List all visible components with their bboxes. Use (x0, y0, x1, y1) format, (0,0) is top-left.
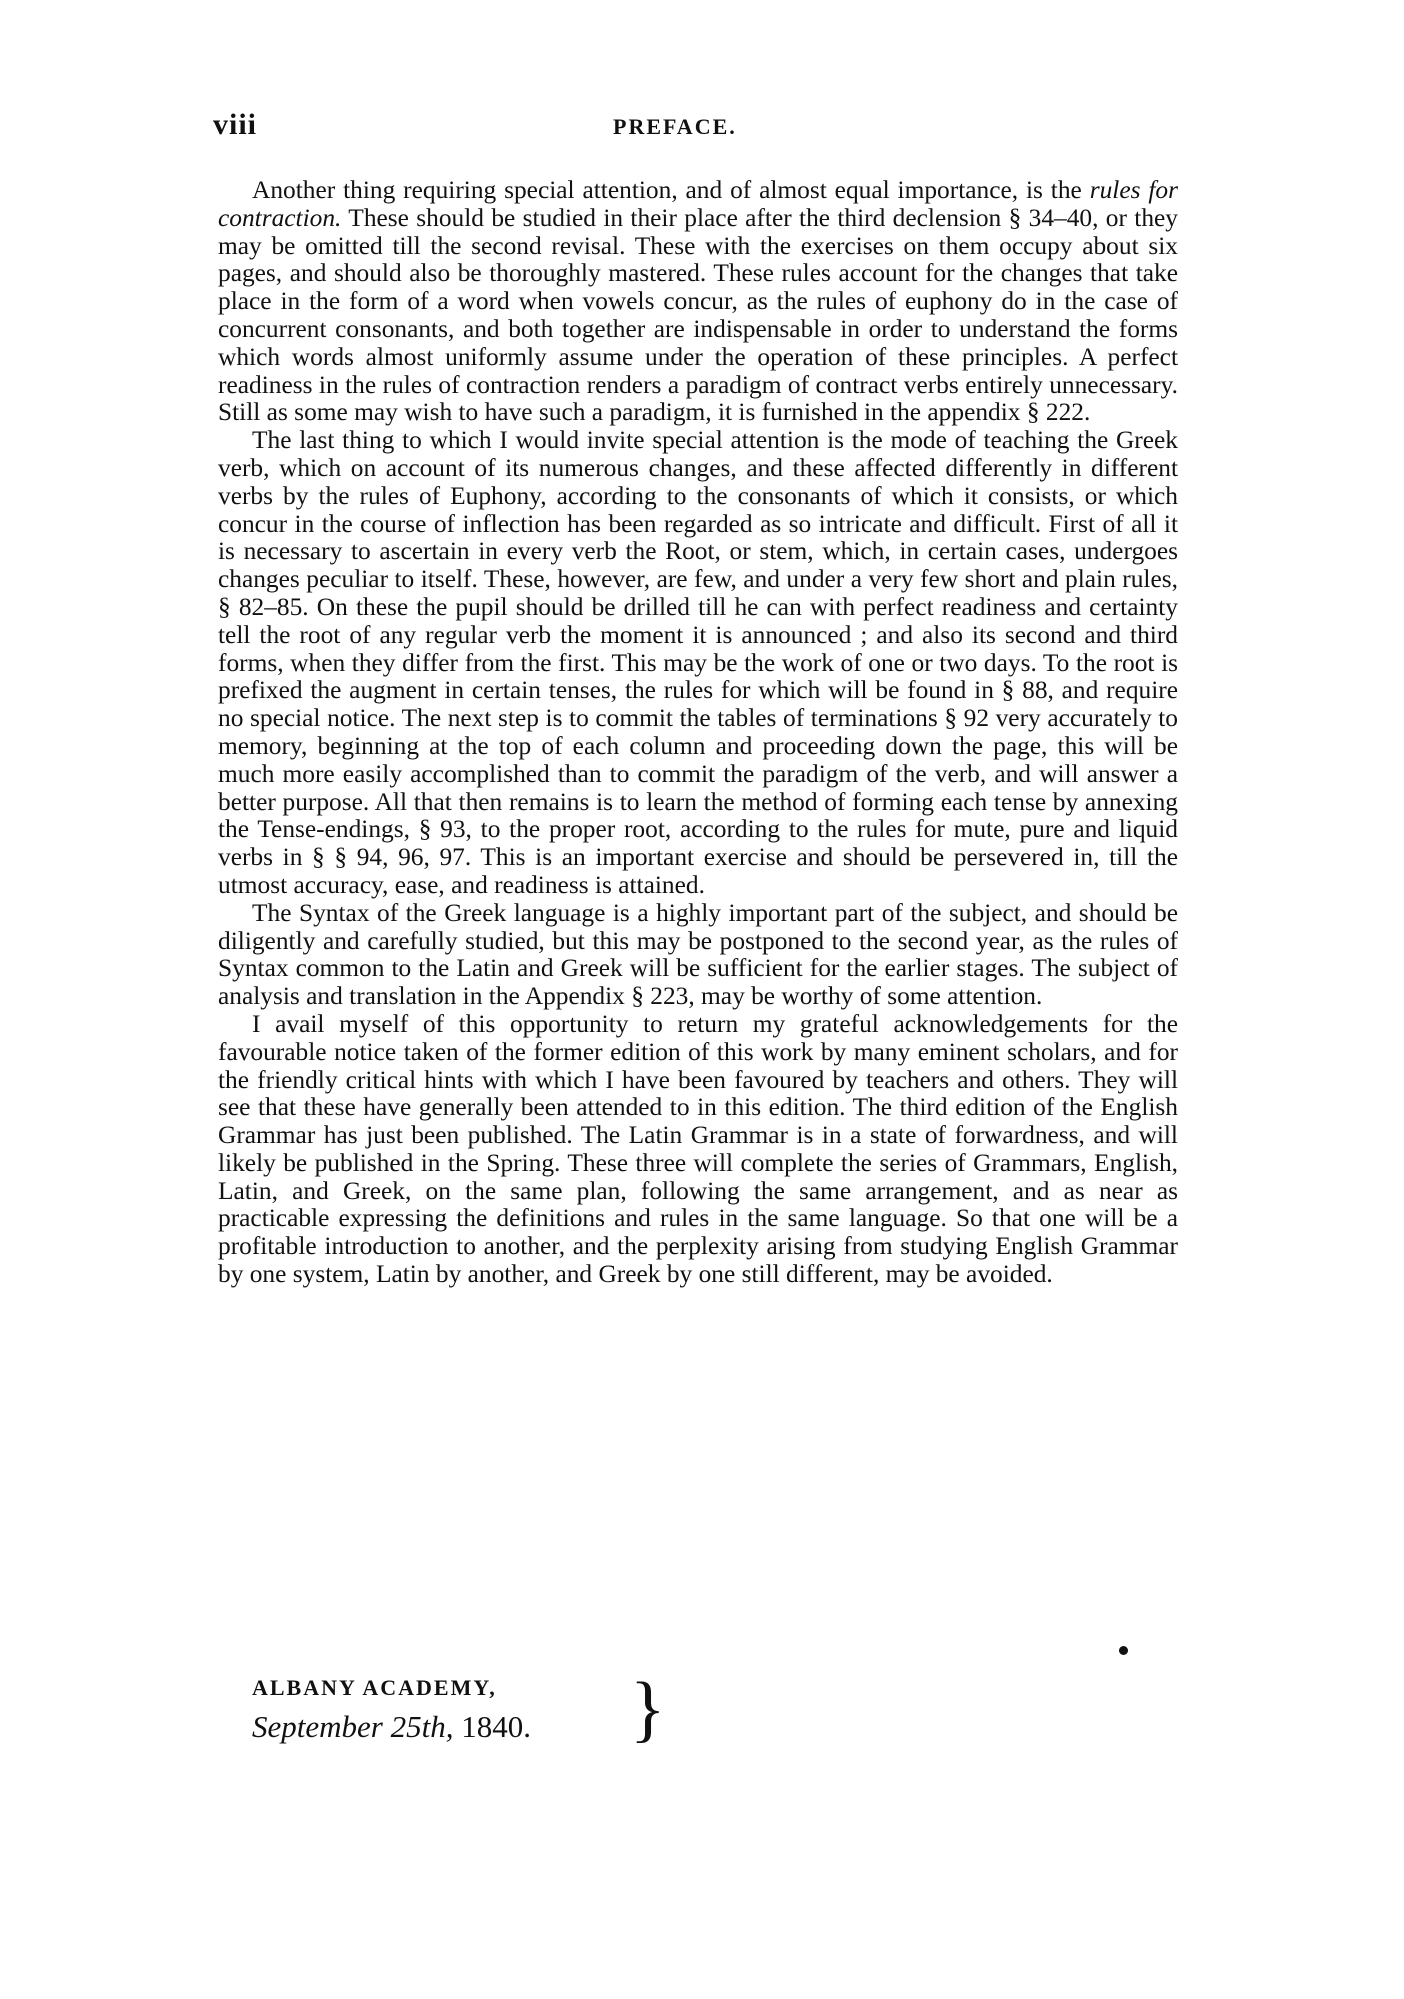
text-segment: The last thing to which I would invite special attention is the mode of teaching the Greek verb, which on account of its numerous changes, and these affected differently in different verbs by the rules of Euphony, according to the consonants of which it consists, or which concur in the course of inflection has been regarded as so intricate and difficult. First of all it is necessary to ascertain in every verb the Root, or stem, which, in certain cases, undergoes changes peculiar to itself. These, however, are few, and under a very few short and plain rules, § 82–85. On these the pupil should be drilled till he can with perfect readiness and certainty tell the root of any regular verb the moment it is announced ; and also its second and third forms, when they differ from the first. This may be the work of one or two days. To the root is prefixed the augment in certain tenses, the rules for which will be found in § 88, and require no special notice. The next step is to commit the tables of terminations § 92 very accurately to memory, beginning at the top of each column and proceeding down the page, this will be much more easily accomplished than to commit the paradigm of the verb, and will answer a better purpose. All that then remains is to learn the method of forming each tense by annexing the Tense-endings, § 93, to the proper root, according to the rules for mute, pure and liquid verbs in § § 94, 96, 97. This is an important exercise and should be persevered in, till the utmost accuracy, ease, and readiness is attained. (218, 426, 1178, 899)
paragraph-acknowledgements (218, 1011, 1178, 1289)
signature-date (252, 1706, 672, 1748)
signature-date-day: September 25th, (252, 1709, 454, 1744)
page-number: viii (213, 108, 258, 141)
ink-dot-mark (1119, 1646, 1128, 1655)
text-segment: The Syntax of the Greek language is a highly important part of the subject, and should be diligently and carefully studied, but this may be postponed to the second year, as the rules of Syntax common to the Latin and Greek will be sufficient for the earlier stages. The subject of analysis and translation in the Appendix § 223, may be worthy of some attention. (218, 898, 1178, 1011)
running-head: PREFACE. (613, 114, 737, 139)
signature-block (252, 1670, 672, 1748)
signature-place: ALBANY ACADEMY, (252, 1675, 497, 1700)
text-segment: These should be studied in their place after the third declension § 34–40, or they may be omitted till the second revisal. These with the exercises on them occupy about six pages, and should also be thoroughly mastered. These rules account for the changes that take place in the form of a word when vowels concur, as the rules of euphony do in the case of concurrent consonants, and both together are indispensable in order to understand the forms which words almost uniformly assume under the operation of these principles. A perfect readiness in the rules of contraction renders a paradigm of contract verbs entirely unnecessary. Still as some may wish to have such a paradigm, it is furnished in the appendix § 222. (218, 203, 1178, 427)
text-segment: Another thing requiring special attention, and of almost equal importance, is the (252, 176, 1090, 204)
paragraph-syntax (218, 900, 1178, 1011)
paragraph-contraction (218, 177, 1178, 427)
signature-date-year: 1840. (453, 1709, 531, 1744)
emphasis-rules-for-contraction: rules for contraction. (218, 176, 1178, 232)
paragraph-greek-verb (218, 427, 1178, 900)
page-header (213, 108, 1177, 148)
text-segment: I avail myself of this opportunity to return my grateful acknowledgements for the favourable notice taken of the former edition of this work by many eminent scholars, and for the friendly critical hints with which I have been favoured by teachers and others. They will see that these have generally been attended to in this edition. The third edition of the English Grammar has just been published. The Latin Grammar is in a state of forwardness, and will likely be published in the Spring. These three will complete the series of Grammars, English, Latin, and Greek, on the same plan, following the same arrangement, and as near as practicable expressing the definitions and rules in the same language. So that one will be a profitable introduction to another, and the perplexity arising from studying English Grammar by one system, Latin by another, and Greek by one still different, may be avoided. (218, 1009, 1178, 1289)
preface-body (218, 177, 1178, 1289)
brace-glyph: } (630, 1668, 666, 1750)
